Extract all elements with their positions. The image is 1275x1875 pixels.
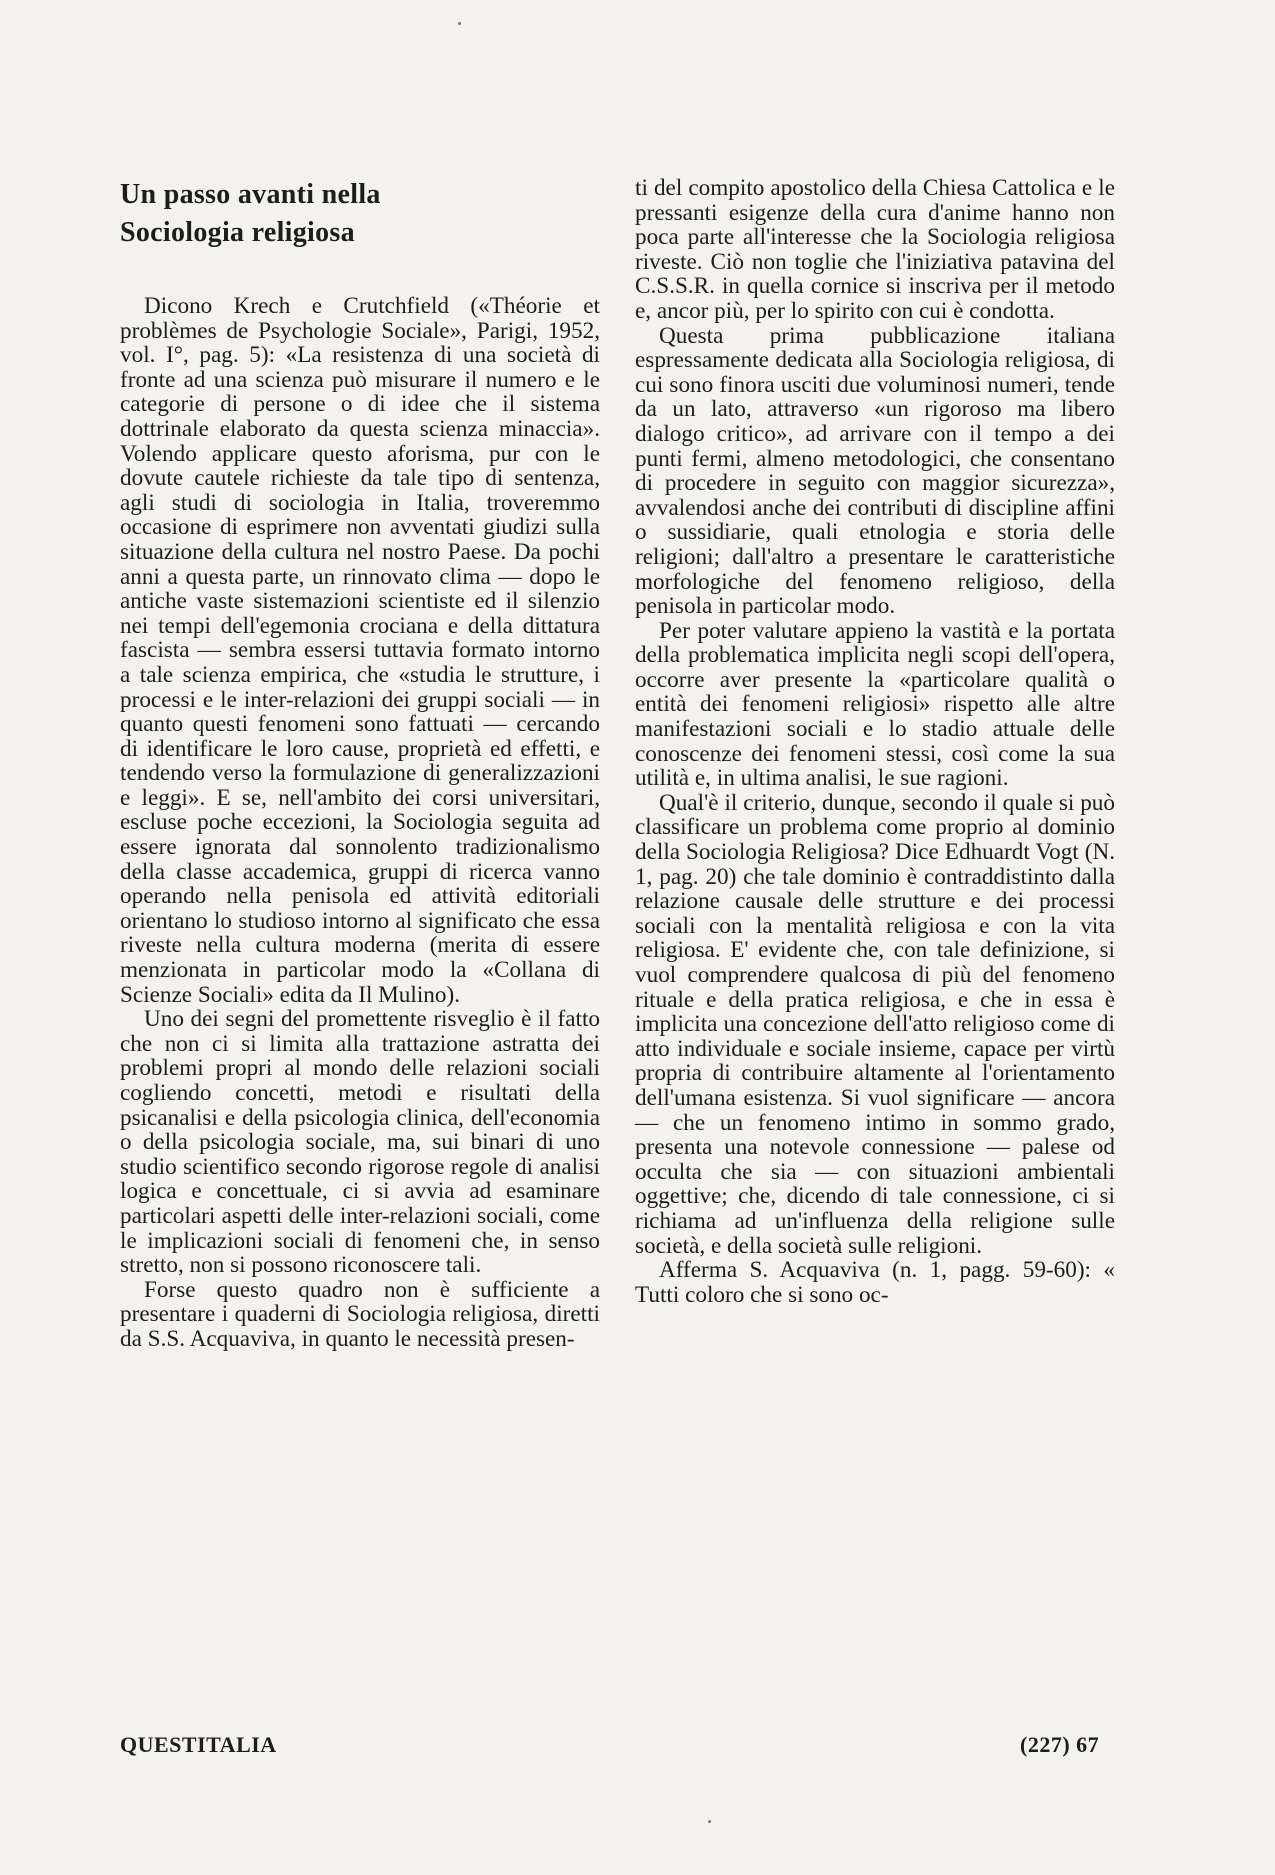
article-title: [120, 176, 600, 252]
right-paragraph-4: Qual'è il criterio, dunque, secondo il quale si può classificare un problema come proprio al dominio della Sociologia Religiosa? Dice Edhuardt Vogt (N. 1, pag. 20) che tale dominio è contraddistinto dalla relazione causale delle strutture e dei processi sociali con la mentalità religiosa e con la vita religiosa. E' evidente che, con tale definizione, si vuol comprendere qualcosa di più del fenomeno rituale e della pratica religiosa, e che in essa è implicita una concezione dell'atto religioso come di atto individuale e sociale insieme, capace per virtù propria di contribuire altamente al l'orientamento dell'umana esistenza. Si vuol significare — ancora — che un fenomeno intimo in sommo grado, presenta una notevole connessione — palese od occulta che sia — con situazioni ambientali oggettive; che, dicendo di tale connessione, ci si richiama ad un'influenza della religione sulle società, e della società sulle religioni.: [635, 789, 1115, 1259]
right-paragraph-5: Afferma S. Acquaviva (n. 1, pagg. 59-60): « Tutti coloro che si sono oc-: [635, 1257, 1115, 1308]
left-paragraph-3: Forse questo quadro non è sufficiente a presentare i quaderni di Sociologia religiosa, diretti da S.S. Acquaviva, in quanto le necessità presen-: [120, 1276, 600, 1352]
left-column: [120, 176, 600, 1352]
footer-page-number: (227) 67: [1020, 1732, 1100, 1757]
right-paragraph-3: Per poter valutare appieno la vastità e la portata della problematica implicita negli scopi dell'opera, occorre aver presente la «particolare qualità o entità dei fenomeni religiosi» rispetto alle altre manifestazioni sociali e lo stadio attuale delle conoscenze dei fenomeni stessi, così come la sua utilità e, in ultima analisi, le sue ragioni.: [635, 617, 1115, 792]
left-paragraph-1: Dicono Krech e Crutchfield («Théorie et problèmes de Psychologie Sociale», Parigi, 1952, vol. I°, pag. 5): «La resistenza di una società di fronte ad una scienza può misurare il numero e le categorie di persone o di idee che il sistema dottrinale elaborato da questa scienza minaccia». Volendo applicare questo aforisma, pur con le dovute cautele richieste da tale tipo di sentenza, agli studi di sociologia in Italia, troveremmo occasione di esprimere non avventati giudizi sulla situazione della cultura nel nostro Paese. Da pochi anni a questa parte, un rinnovato clima — dopo le antiche vaste sistemazioni scientiste ed il silenzio nei tempi dell'egemonia crociana e della dittatura fascista — sembra essersi tuttavia formato intorno a tale scienza empirica, che «studia le strutture, i processi e le inter-relazioni dei gruppi sociali — in quanto questi fenomeni sono fattuati — cercando di identificare le loro cause, proprietà ed effetti, e tendendo verso la formulazione di generalizzazioni e leggi». E se, nell'ambito dei corsi universitari, escluse poche eccezioni, la Sociologia seguita ad essere ignorata dal sonnolento tradizionalismo della classe accademica, gruppi di ricerca vanno operando nella penisola ed attività editoriali orientano lo studioso intorno al significato che essa riveste nella cultura moderna (merita di essere menzionata in particolar modo la «Collana di Scienze Sociali» edita da Il Mulino).: [120, 293, 600, 1008]
right-paragraph-2: Questa prima pubblicazione italiana espressamente dedicata alla Sociologia religiosa, di cui sono finora usciti due voluminosi numeri, tende da un lato, attraverso «un rigoroso ma libero dialogo critico», ad arrivare con il tempo a dei punti fermi, almeno metodologici, che consentano di procedere in seguito con maggior sicurezza», avvalendosi anche dei contributi di discipline affini o sussidiarie, quali etnologia e storia delle religioni; dall'altro a presentare le caratteristiche morfologiche del fenomeno religioso, della penisola in particolar modo.: [635, 322, 1115, 620]
title-line-2: Sociologia religiosa: [120, 217, 355, 248]
footer-magazine-name: QUESTITALIA: [120, 1732, 277, 1757]
speck-mark: [458, 22, 461, 25]
speck-mark: [708, 1820, 711, 1823]
right-paragraph-1: ti del compito apostolico della Chiesa Cattolica e le pressanti esigenze della cura d'anime hanno non poca parte all'interesse che la Sociologia religiosa riveste. Ciò non toglie che l'iniziativa patavina del C.S.S.R. in quella cornice si inscriva per il metodo e, ancor più, per lo spirito con cui è condotta.: [635, 175, 1115, 324]
right-column: [635, 176, 1115, 1307]
left-paragraph-2: Uno dei segni del promettente risveglio è il fatto che non ci si limita alla trattazione astratta dei problemi propri al mondo delle relazioni sociali cogliendo concetti, metodi e risultati della psicanalisi e della psicologia clinica, dell'economia o della psicologia sociale, ma, sui binari di uno studio scientifico secondo rigorose regole di analisi logica e concettuale, ci si avvia ad esaminare particolari aspetti delle inter-relazioni sociali, come le implicazioni sociali di fenomeni che, in senso stretto, non si possono riconoscere tali.: [120, 1006, 600, 1279]
title-line-1: Un passo avanti nella: [120, 179, 381, 210]
